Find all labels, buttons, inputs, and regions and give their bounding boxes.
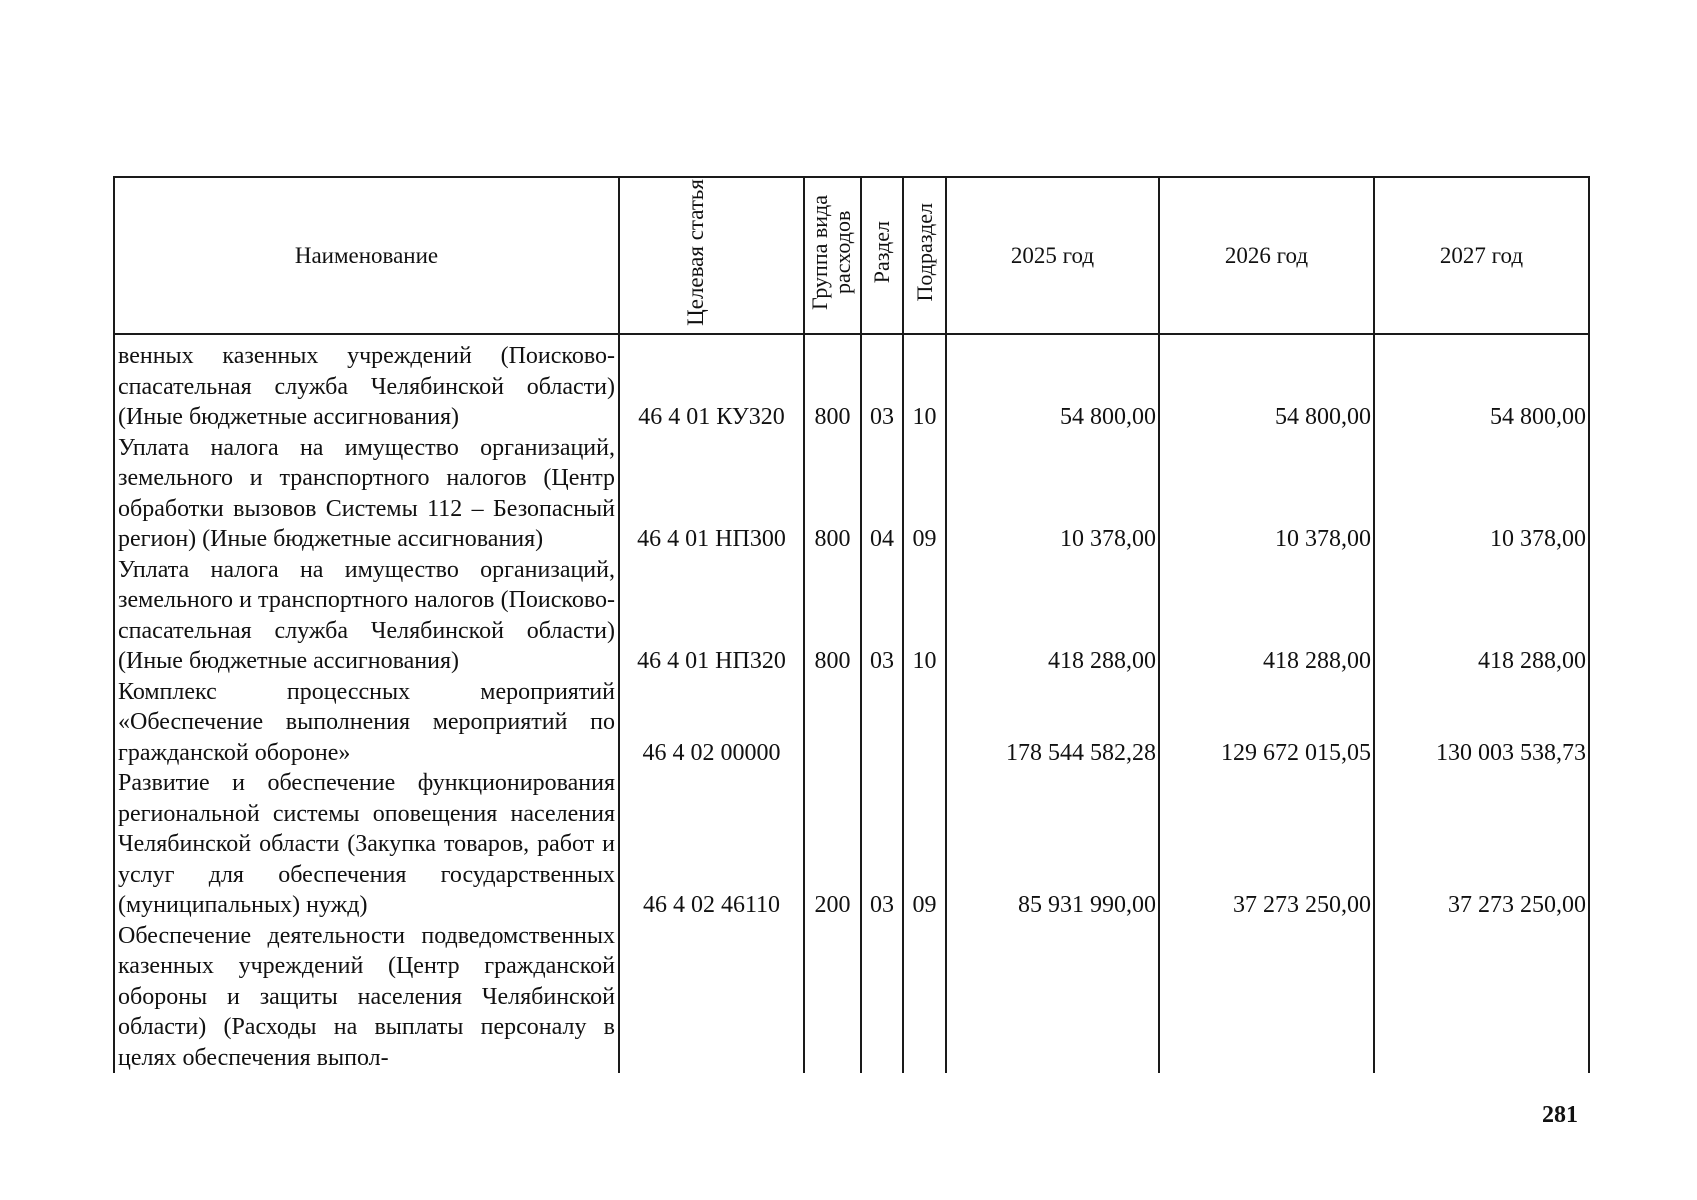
row-2027: 418 288,00 [1374, 555, 1589, 677]
row-subsection [903, 677, 946, 769]
row-2025: 418 288,00 [946, 555, 1159, 677]
header-section-label: Раздел [869, 221, 895, 284]
table-header-row [114, 177, 1589, 334]
row-name: Комплекс процессных мероприятий «Обеспечение выполнения мероприятий по гражданской обороне» [114, 677, 619, 769]
row-expense-group: 200 [804, 768, 861, 921]
budget-table [113, 176, 1590, 1073]
row-section [861, 921, 903, 1074]
row-2025 [946, 921, 1159, 1074]
row-2027: 130 003 538,73 [1374, 677, 1589, 769]
row-2027: 54 800,00 [1374, 334, 1589, 433]
row-subsection: 09 [903, 433, 946, 555]
row-2025: 85 931 990,00 [946, 768, 1159, 921]
row-2027: 10 378,00 [1374, 433, 1589, 555]
header-2026: 2026 год [1159, 177, 1374, 334]
row-subsection: 10 [903, 334, 946, 433]
row-name: Обеспечение деятельности подведомственных казенных учреждений (Центр гражданской обороны и защиты населения Челябинской области) (Расходы на выплаты персоналу в целях обеспечения выпол- [114, 921, 619, 1074]
row-name: Развитие и обеспечение функционирования региональной системы оповещения населения Челябинской области (Закупка товаров, работ и услуг для обеспечения государственных (муниципальных) нужд) [114, 768, 619, 921]
header-2025: 2025 год [946, 177, 1159, 334]
row-section: 03 [861, 768, 903, 921]
row-expense-group: 800 [804, 433, 861, 555]
header-target-article [619, 177, 804, 334]
row-2026: 54 800,00 [1159, 334, 1374, 433]
row-target-article: 46 4 01 КУ320 [619, 334, 804, 433]
row-subsection [903, 921, 946, 1074]
header-target-article-label: Целевая статья [682, 179, 708, 326]
table-row [114, 677, 1589, 769]
row-expense-group [804, 677, 861, 769]
row-expense-group: 800 [804, 555, 861, 677]
table-row [114, 555, 1589, 677]
header-subsection [903, 177, 946, 334]
row-target-article: 46 4 01 НП320 [619, 555, 804, 677]
row-name: Уплата налога на имущество организаций, земельного и транспортного налогов (Поисково-спасательная служба Челябинской области) (Иные бюджетные ассигнования) [114, 555, 619, 677]
row-expense-group: 800 [804, 334, 861, 433]
row-target-article: 46 4 02 46110 [619, 768, 804, 921]
page-number: 281 [1542, 1102, 1578, 1128]
table-row [114, 433, 1589, 555]
row-section [861, 677, 903, 769]
row-2026: 37 273 250,00 [1159, 768, 1374, 921]
row-subsection: 09 [903, 768, 946, 921]
row-2026: 129 672 015,05 [1159, 677, 1374, 769]
header-name: Наименование [114, 177, 619, 334]
row-subsection: 10 [903, 555, 946, 677]
row-2027 [1374, 921, 1589, 1074]
row-target-article: 46 4 01 НП300 [619, 433, 804, 555]
table-row [114, 334, 1589, 433]
header-expense-group-label: Группа вида расходов [806, 195, 855, 310]
header-expense-group [804, 177, 861, 334]
row-target-article: 46 4 02 00000 [619, 677, 804, 769]
row-2026: 418 288,00 [1159, 555, 1374, 677]
row-2025: 10 378,00 [946, 433, 1159, 555]
table-row [114, 921, 1589, 1074]
row-2025: 54 800,00 [946, 334, 1159, 433]
row-expense-group [804, 921, 861, 1074]
row-2026: 10 378,00 [1159, 433, 1374, 555]
row-section: 04 [861, 433, 903, 555]
header-section [861, 177, 903, 334]
row-name: Уплата налога на имущество организаций, земельного и транспортного налогов (Центр обработки вызовов Системы 112 – Безопасный регион) (Иные бюджетные ассигнования) [114, 433, 619, 555]
header-subsection-label: Подраздел [911, 203, 937, 302]
row-target-article [619, 921, 804, 1074]
row-name: венных казенных учреждений (Поисково-спасательная служба Челябинской области) (Иные бюджетные ассигнования) [114, 334, 619, 433]
header-2027: 2027 год [1374, 177, 1589, 334]
table-row [114, 768, 1589, 921]
row-section: 03 [861, 334, 903, 433]
row-2026 [1159, 921, 1374, 1074]
row-section: 03 [861, 555, 903, 677]
row-2027: 37 273 250,00 [1374, 768, 1589, 921]
row-2025: 178 544 582,28 [946, 677, 1159, 769]
